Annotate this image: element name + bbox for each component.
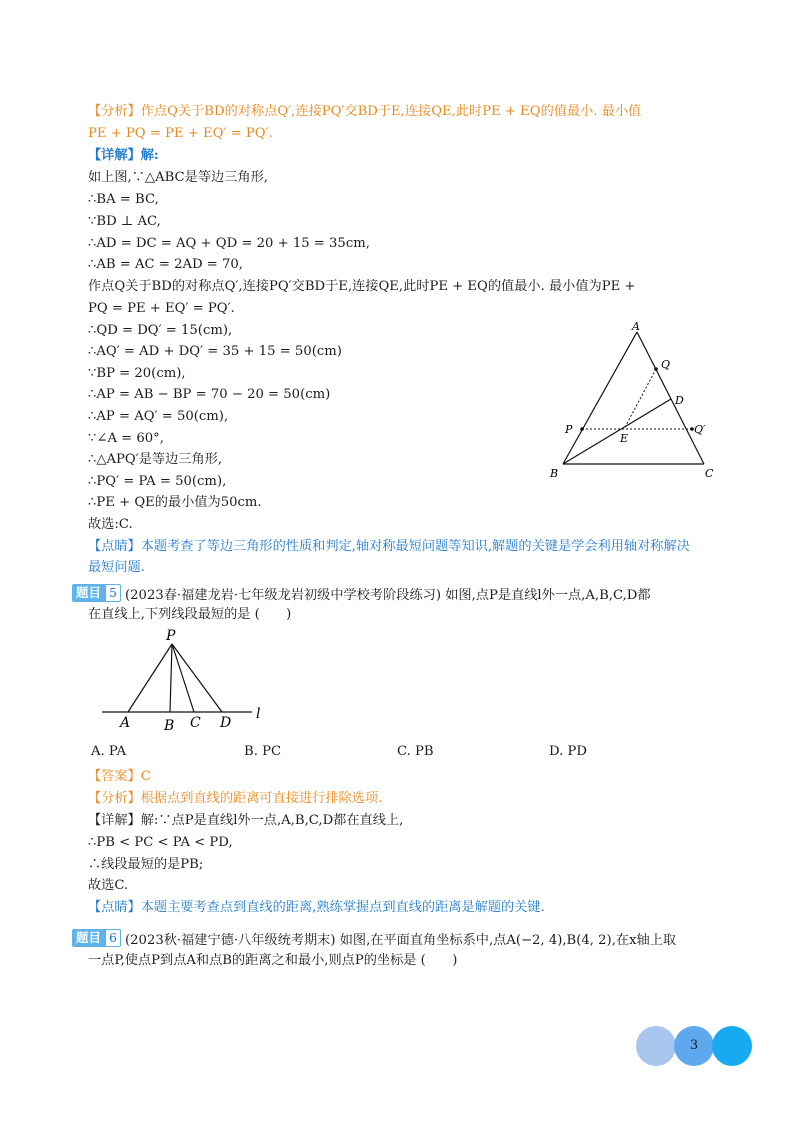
segment-pc: [172, 644, 194, 712]
solution-line: PQ = PE + EQ′ = PQ′.: [88, 301, 235, 316]
solution-line: ∴BA = BC,: [88, 192, 159, 207]
page-number: 3: [689, 1038, 699, 1053]
question-number: 6: [105, 929, 121, 947]
comment-line: 【点睛】本题主要考查点到直线的距离,熟练掌握点到直线的距离是解题的关键.: [88, 900, 545, 915]
segment-bd: [563, 399, 671, 464]
label-c: C: [705, 467, 714, 480]
analysis-line-1: 【分析】作点Q关于BD的对称点Q′,连接PQ′交BD于E,连接QE,此时PE + EQ的值最小. 最小值: [88, 104, 642, 119]
solution-line: ∵BP = 20(cm),: [88, 366, 186, 381]
solution-line: ∴PE + QE的最小值为50cm.: [88, 495, 262, 510]
label-b: B: [550, 467, 559, 480]
solution-line: ∴△APQ′是等边三角形,: [88, 452, 223, 467]
segment-pd: [172, 644, 222, 712]
question-number: 5: [105, 584, 121, 602]
label-c: C: [190, 715, 201, 731]
solution-line: ∴AD = DC = AQ + QD = 20 + 15 = 35cm,: [88, 236, 370, 251]
page-badge: [636, 1026, 752, 1068]
solution-line: ∴AB = AC = 2AD = 70,: [88, 257, 243, 272]
label-q: Q: [661, 358, 671, 371]
solution-heading: 【详解】解:: [88, 148, 159, 163]
badge-circle-right: [712, 1026, 752, 1066]
question-6-text-line-1: (2023秋·福建宁德·八年级统考期末) 如图,在平面直角坐标系中,点A(−2, 4),B(4, 2),在x轴上取: [125, 932, 677, 948]
segment-pa: [128, 644, 172, 712]
solution-line: ∴PQ′ = PA = 50(cm),: [88, 474, 227, 489]
detail-line: 【详解】解:∵点P是直线l外一点,A,B,C,D都在直线上,: [88, 813, 404, 828]
label-b: B: [164, 718, 175, 734]
solution-line: 作点Q关于BD的对称点Q′,连接PQ′交BD于E,连接QE,此时PE + EQ的值最小. 最小值为PE +: [88, 279, 636, 294]
answer-line: 【答案】C: [88, 769, 151, 784]
question-5-text-line-1: (2023春·福建龙岩·七年级龙岩初级中学校考阶段练习) 如图,点P是直线l外一点,A,B,C,D都: [125, 587, 651, 603]
label-a: A: [120, 715, 131, 731]
comment-line-1: 【点睛】本题考查了等边三角形的性质和判定,轴对称最短问题等知识,解题的关键是学会利用轴对称解决: [88, 539, 690, 554]
badge-circle-middle: [674, 1026, 714, 1066]
question-6-header: [72, 928, 676, 948]
triangle-figure: [540, 318, 720, 482]
solution-line: ∴AP = AB − BP = 70 − 20 = 50(cm): [88, 387, 331, 402]
question-tag: 题目: [72, 929, 105, 947]
comment-line-2: 最短问题.: [88, 560, 145, 575]
label-p: P: [166, 628, 176, 644]
question-6-text-line-2: 一点P,使点P到点A和点B的距离之和最小,则点P的坐标是 ( ): [88, 953, 458, 968]
segment-qe: [624, 369, 656, 429]
solution-line: 如上图,∵△ABC是等边三角形,: [88, 170, 268, 185]
label-p: P: [565, 423, 573, 436]
solution-line: 故选:C.: [88, 517, 133, 532]
solution-line: ∴QD = DQ′ = 15(cm),: [88, 323, 233, 338]
solution-line: ∵BD ⊥ AC,: [88, 214, 161, 229]
segment-pb: [170, 644, 172, 712]
label-q-prime: Q′: [694, 423, 706, 436]
label-e: E: [620, 432, 629, 445]
label-a: A: [632, 320, 640, 333]
label-d: D: [675, 394, 684, 407]
detail-line: ∴PB < PC < PA < PD,: [88, 835, 233, 850]
solution-line: ∴AP = AQ′ = 50(cm),: [88, 409, 229, 424]
question-tag: 题目: [72, 584, 105, 602]
point-q: [654, 367, 658, 371]
option-c: C. PB: [397, 744, 434, 759]
solution-line: ∴AQ′ = AD + DQ′ = 35 + 15 = 50(cm): [88, 344, 342, 359]
badge-circle-left: [636, 1026, 676, 1066]
point-line-figure: [96, 624, 276, 734]
question-5-text-line-2: 在直线上,下列线段最短的是 ( ): [88, 607, 292, 622]
detail-line: 故选C.: [88, 878, 129, 893]
option-b: B. PC: [244, 744, 282, 759]
option-d: D. PD: [549, 744, 587, 759]
option-a: A. PA: [91, 744, 127, 759]
analysis-line-2: PE + PQ = PE + EQ′ = PQ′.: [88, 126, 273, 141]
label-l: l: [256, 706, 261, 722]
point-p: [580, 427, 584, 431]
label-d: D: [220, 715, 232, 731]
question-5-header: [72, 583, 651, 603]
solution-line: ∵∠A = 60°,: [88, 431, 164, 446]
side-ac: [637, 332, 704, 464]
detail-line: ∴线段最短的是PB;: [88, 857, 204, 872]
analysis-line: 【分析】根据点到直线的距离可直接进行排除选项.: [88, 791, 383, 806]
